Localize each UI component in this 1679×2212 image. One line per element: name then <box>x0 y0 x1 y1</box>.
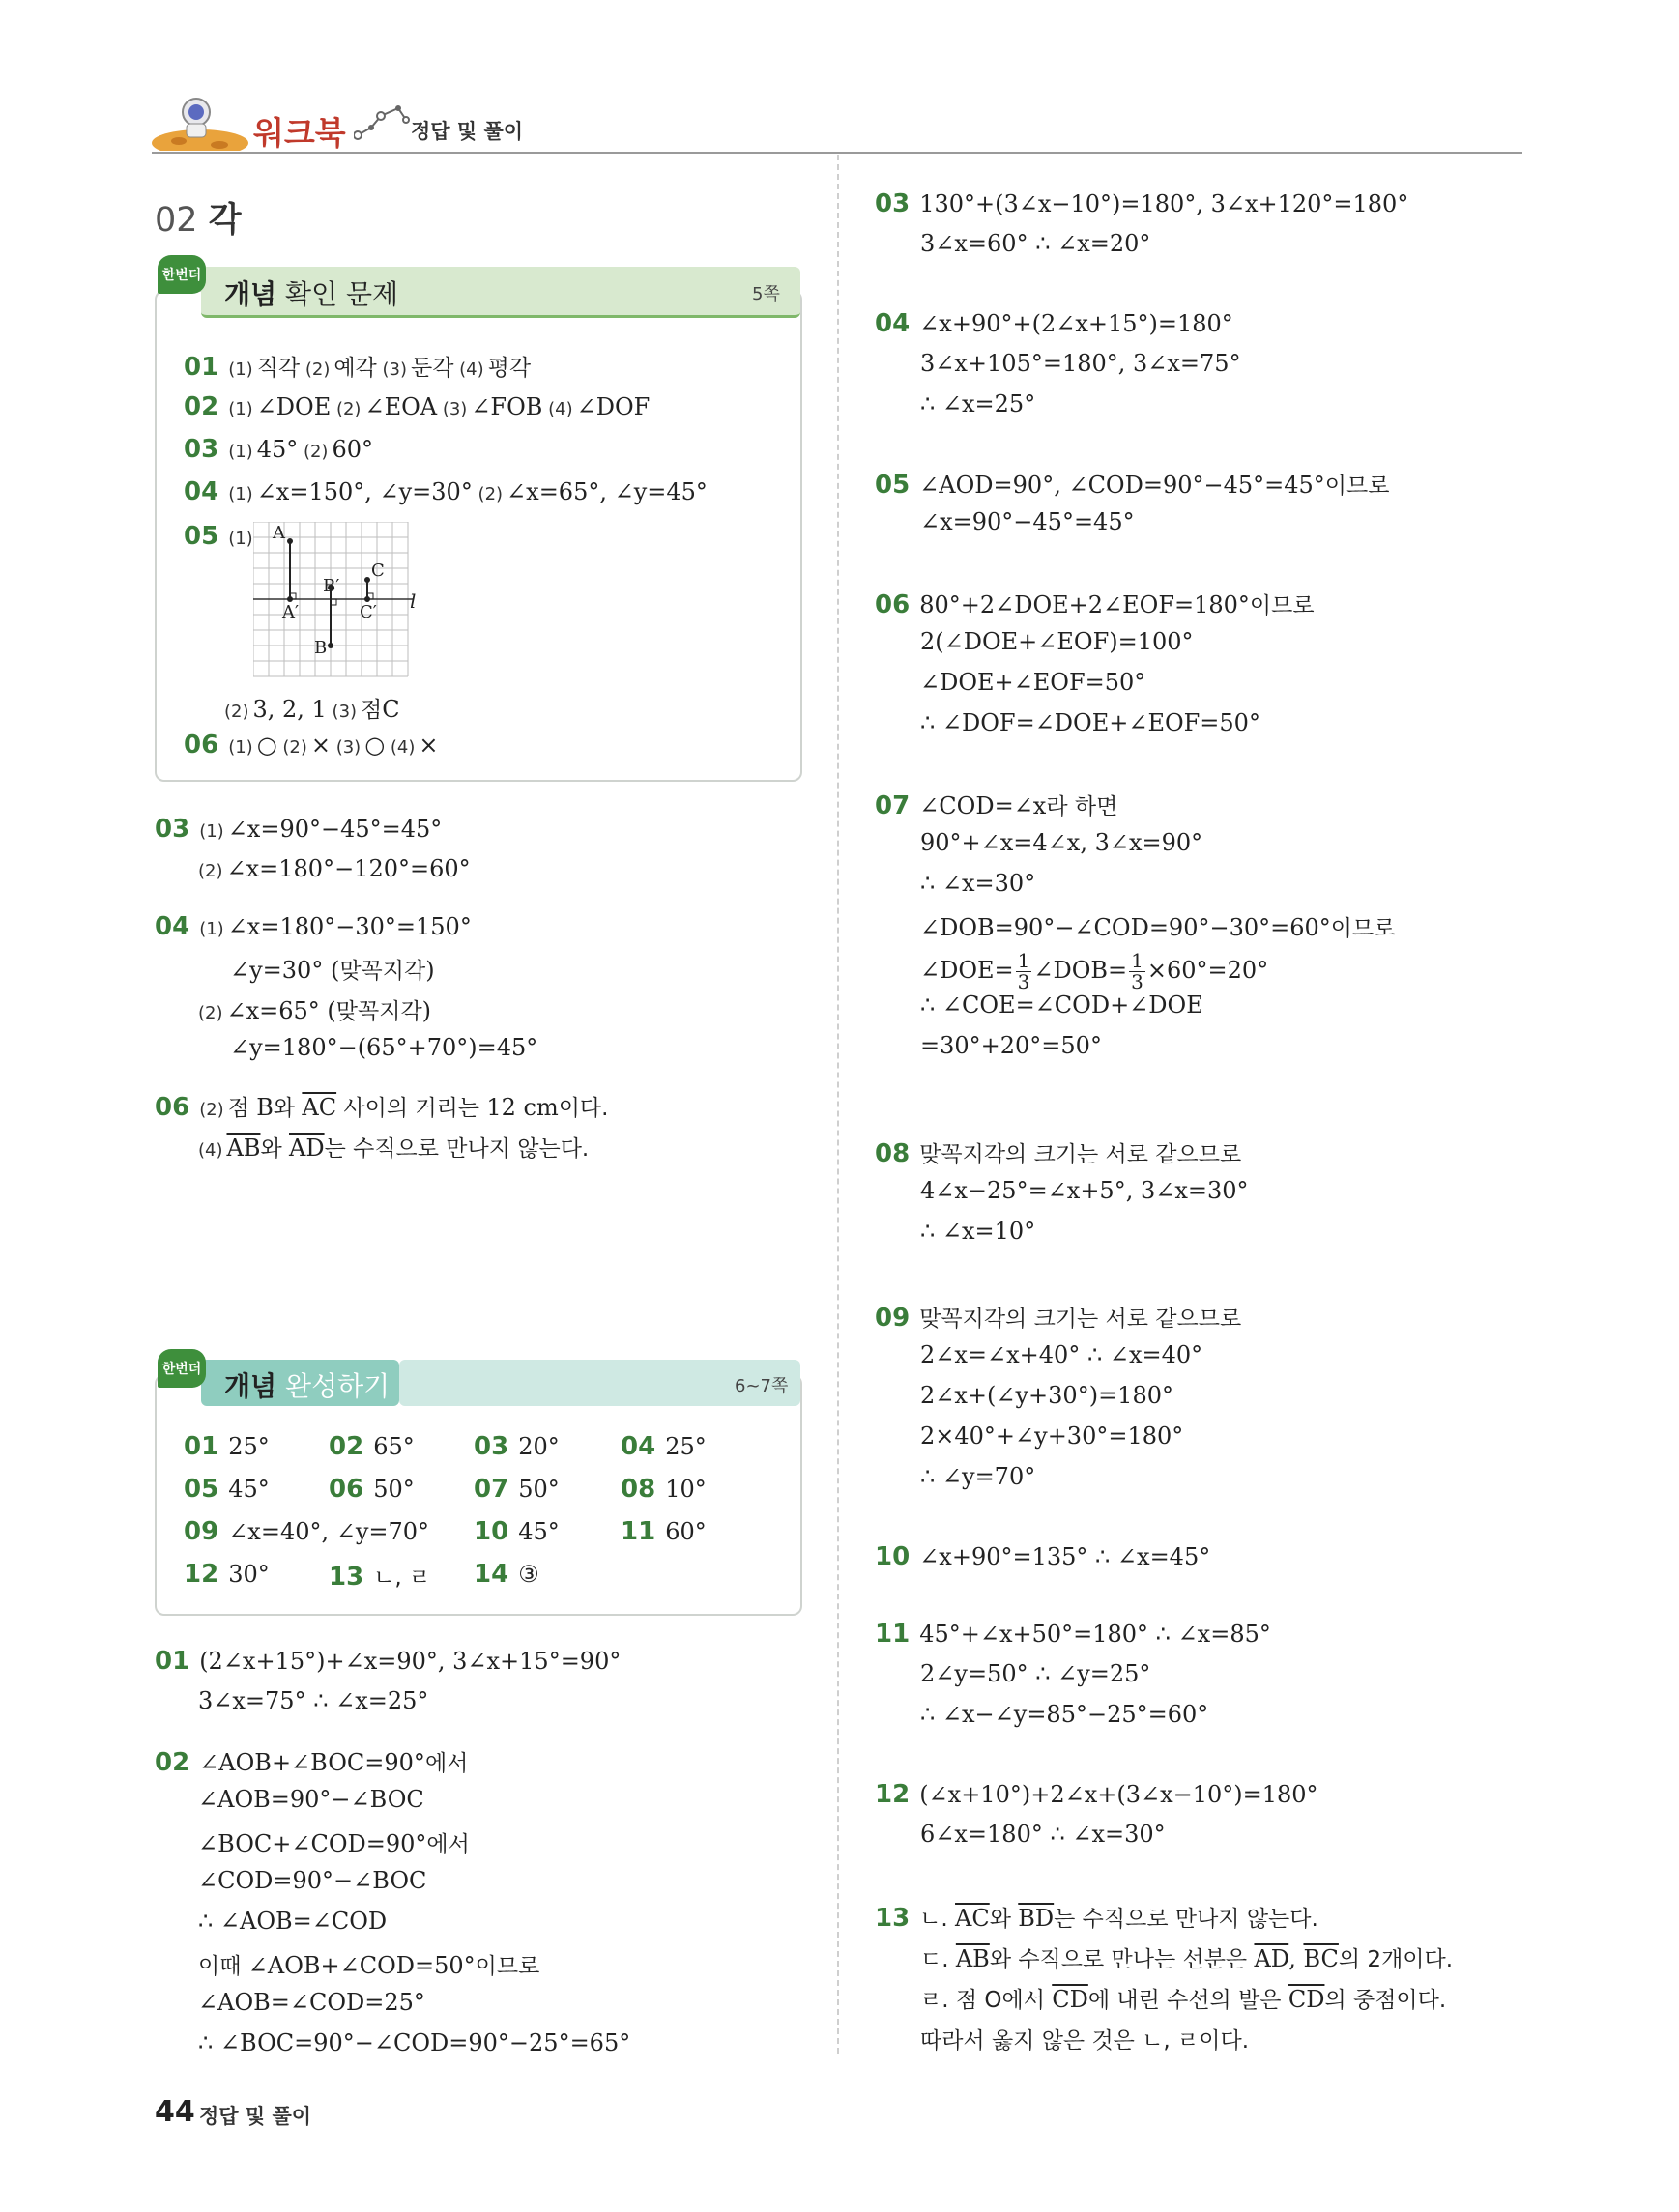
complete-item-11 <box>621 1517 707 1546</box>
answer-line-03 <box>184 435 373 464</box>
solution-02-line-0-part: 에서 <box>424 1751 469 1776</box>
solution-04-line-2-part: (2) <box>198 1003 223 1023</box>
solution-06-line-0-part: 이므로 <box>1249 593 1315 618</box>
solution-11-line-0 <box>875 1620 1271 1649</box>
solution-04-line-2 <box>198 993 431 1025</box>
answer-line-01-part: 평각 <box>487 356 532 381</box>
solution-13-line-1-part: ㄷ. <box>920 1947 956 1972</box>
solution-07-line-6-part: =30°+20°=50° <box>920 1032 1102 1059</box>
answer-line-01-part: (4) <box>453 359 484 380</box>
item-number: 10 <box>875 1542 911 1571</box>
solution-07-line-6 <box>920 1032 1102 1059</box>
answer-line-06-part: ○ <box>256 732 277 759</box>
solution-02-line-7-part: ∴ ∠BOC=90°−∠COD=90°−25°=65° <box>198 2029 631 2056</box>
solution-04-line-2-part: ∠x=65° ( <box>226 997 336 1024</box>
solution-07-line-4-part: ∠DOE= <box>920 957 1014 984</box>
complete-item-05-part: 45° <box>228 1476 270 1503</box>
solution-10-line-0 <box>875 1542 1210 1571</box>
answer-line-02-part: ∠FOB <box>471 393 543 420</box>
item-number: 04 <box>621 1432 656 1461</box>
solution-02-line-5-part: ∠AOB+∠COD=50° <box>247 1952 476 1979</box>
solution-08-line-2 <box>920 1218 1035 1245</box>
item-number: 04 <box>875 309 911 338</box>
solution-04-line-0 <box>155 912 472 941</box>
answer-line-01-part: (2) <box>300 359 331 380</box>
complete-item-07-part: 50° <box>518 1476 560 1503</box>
solution-13-line-2 <box>920 1982 1446 2014</box>
solution-13-line-1-part: $\overline{AD}$ <box>1254 1945 1289 1972</box>
answer-line-06-part: (2) <box>276 737 307 758</box>
complete-item-12 <box>184 1560 270 1589</box>
solution-06-line-0-part: 80°+2∠DOE+2∠EOF=180° <box>919 591 1250 618</box>
solution-07-line-4 <box>920 951 1268 992</box>
answer-line-05-b-part: 점 <box>361 698 383 723</box>
solution-02-line-2-part: ∠BOC+∠COD=90° <box>198 1830 427 1857</box>
answer-line-04-part: (2) <box>472 484 504 504</box>
concept-check-page: 5쪽 <box>752 284 780 304</box>
solution-08-line-1-part: 4∠x−25°=∠x+5°, 3∠x=30° <box>920 1177 1249 1204</box>
solution-02-line-5-part: 이므로 <box>475 1954 540 1979</box>
solution-04-line-0-part: (1) <box>199 919 224 939</box>
complete-item-03 <box>474 1432 560 1461</box>
solution-03-line-1 <box>920 230 1150 257</box>
item-number: 04 <box>155 912 190 941</box>
solution-07-line-2-part: ∴ ∠x=30° <box>920 870 1036 897</box>
solution-06-line-2-part: ∠DOE+∠EOF=50° <box>920 669 1146 696</box>
solution-03-line-0 <box>155 815 442 844</box>
answer-line-06-part: (3) <box>330 737 362 758</box>
solution-07-line-0-part: ∠COD=∠x <box>919 792 1047 819</box>
answer-line-02-part: (2) <box>331 399 362 419</box>
constellation-icon <box>354 101 410 143</box>
solution-07-line-5 <box>920 991 1203 1019</box>
item-number: 11 <box>875 1620 911 1649</box>
solution-07-line-3-part: 이므로 <box>1330 916 1396 941</box>
solution-04-line-0-part: ∠x+90°+(2∠x+15°)=180° <box>919 310 1233 337</box>
answer-line-03-part: (1) <box>228 442 253 462</box>
solution-01-line-1 <box>198 1687 428 1714</box>
solution-04-line-1-part: ∠y=30° ( <box>230 957 340 984</box>
solution-09-line-3-part: 2×40°+∠y+30°=180° <box>920 1422 1184 1450</box>
complete-item-10-part: 45° <box>518 1518 560 1545</box>
item-number: 01 <box>155 1647 190 1676</box>
solution-06-line-1 <box>198 1131 589 1163</box>
answer-line-05-b-part: C <box>382 696 400 723</box>
answer-line-06-part: × <box>419 732 439 759</box>
section-number: 02 <box>155 201 198 240</box>
solution-09-line-0-part: 맞꼭지각의 크기는 서로 같으므로 <box>919 1307 1242 1332</box>
grid-label-b: B <box>314 638 328 658</box>
answer-line-02-part: ∠DOE <box>256 393 332 420</box>
section-name: 각 <box>208 201 242 240</box>
solution-12-line-0-part: (∠x+10°)+2∠x+(3∠x−10°)=180° <box>919 1781 1318 1808</box>
page-number: 44 <box>155 2095 195 2129</box>
solution-03-line-1-part: (2) <box>198 861 223 881</box>
solution-11-line-2 <box>920 1701 1208 1728</box>
header-illustration <box>152 95 248 151</box>
solution-13-line-0-part: $\overline{AC}$ <box>955 1905 990 1932</box>
answer-line-01-part: 직각 <box>256 356 301 381</box>
solution-13-line-1-part: $\overline{BC}$ <box>1303 1945 1339 1972</box>
solution-03-line-0 <box>875 189 1408 218</box>
complete-item-01 <box>184 1432 270 1461</box>
item-number: 05 <box>184 522 219 551</box>
item-number: 08 <box>875 1139 911 1168</box>
complete-item-13-part: ㄴ, ㄹ <box>373 1566 431 1591</box>
solution-01-line-0-part: (2∠x+15°)+∠x=90°, 3∠x+15°=90° <box>199 1648 622 1675</box>
answer-line-01-part: (1) <box>228 359 253 380</box>
solution-12-line-1-part: 6∠x=180° ∴ ∠x=30° <box>920 1821 1166 1848</box>
answer-line-02-part: (1) <box>228 399 253 419</box>
solution-02-line-3-part: ∠COD=90°−∠BOC <box>198 1867 427 1894</box>
solution-06-line-0-part: 와 <box>273 1096 303 1121</box>
solution-02-line-5-part: 이때 <box>198 1954 248 1979</box>
item-number: 06 <box>329 1475 364 1504</box>
concept-check-title <box>224 273 398 312</box>
footer-label: 정답 및 풀이 <box>199 2105 312 2128</box>
solution-06-line-0-part: 12 cm <box>486 1094 559 1121</box>
solution-06-line-1-part: $\overline{AB}$ <box>226 1135 261 1162</box>
solution-11-line-0-part: 45°+∠x+50°=180° ∴ ∠x=85° <box>919 1621 1271 1648</box>
item-number: 13 <box>329 1563 364 1592</box>
solution-02-line-7 <box>198 2029 630 2056</box>
header-rule <box>152 152 1522 154</box>
answer-line-02-part: ∠EOA <box>364 393 438 420</box>
solution-09-line-2 <box>920 1382 1173 1409</box>
solution-07-line-4-part: $\frac{1}{3}$ <box>1017 949 1030 993</box>
solution-06-line-0-part: 사이의 거리는 <box>336 1096 487 1121</box>
solution-07-line-4-part: ×60°=20° <box>1146 957 1269 984</box>
solution-09-line-2-part: 2∠x+(∠y+30°)=180° <box>920 1382 1173 1409</box>
complete-item-05 <box>184 1475 270 1504</box>
solution-06-line-0-part: 이다. <box>558 1096 609 1121</box>
solution-04-line-2-part: ) <box>421 997 432 1024</box>
item-number: 11 <box>621 1517 656 1546</box>
answer-line-02-part: (3) <box>437 399 468 419</box>
item-number: 07 <box>875 791 911 820</box>
solution-13-line-0-part: ㄴ. <box>919 1907 956 1932</box>
item-number: 05 <box>184 1475 219 1504</box>
item-number: 03 <box>155 815 190 844</box>
answer-line-05-part: (1) <box>228 529 253 549</box>
concept-check-title-rest: 확인 문제 <box>285 278 399 310</box>
badge-hanbeonde-2: 한번더 <box>158 1349 206 1388</box>
solution-06-line-1-part: 와 <box>260 1136 289 1162</box>
solution-13-line-1-part: $\overline{AB}$ <box>955 1945 990 1972</box>
item-number: 02 <box>184 392 219 421</box>
solution-06-line-0 <box>155 1090 608 1122</box>
item-number: 06 <box>184 731 219 760</box>
solution-04-line-1-part: ) <box>425 957 435 984</box>
solution-02-line-3 <box>198 1867 426 1894</box>
solution-03-line-1 <box>198 855 471 882</box>
solution-07-line-1-part: 90°+∠x=4∠x, 3∠x=90° <box>920 829 1203 856</box>
solution-06-line-0 <box>875 588 1315 619</box>
answer-line-04-part: ∠x=65°, ∠y=45° <box>507 478 708 505</box>
item-number: 03 <box>184 435 219 464</box>
complete-item-02 <box>329 1432 415 1461</box>
complete-item-03-part: 20° <box>518 1433 560 1460</box>
solution-11-line-1 <box>920 1660 1150 1687</box>
answer-line-05-b-part: (2) <box>224 702 249 722</box>
solution-13-line-1-part: , <box>1288 1945 1304 1972</box>
solution-13-line-2-part: $\overline{CD}$ <box>1052 1986 1088 2013</box>
solution-09-line-4-part: ∴ ∠y=70° <box>920 1463 1036 1490</box>
solution-02-line-2 <box>198 1826 470 1858</box>
answer-line-04-part: (1) <box>228 484 253 504</box>
grid-figure <box>253 522 418 681</box>
item-number: 12 <box>184 1560 219 1589</box>
grid-label-b-prime: B′ <box>323 576 340 596</box>
solution-04-line-1-part: 맞꼭지각 <box>339 959 426 984</box>
solution-11-line-1-part: 2∠y=50° ∴ ∠y=25° <box>920 1660 1151 1687</box>
item-number: 12 <box>875 1780 911 1809</box>
solution-13-line-2-part: $\overline{CD}$ <box>1288 1986 1325 2013</box>
solution-03-line-0-part: 130°+(3∠x−10°)=180°, 3∠x+120°=180° <box>919 190 1409 217</box>
solution-06-line-1-part: $\overline{AD}$ <box>289 1135 325 1162</box>
item-number: 08 <box>621 1475 656 1504</box>
solution-06-line-1 <box>920 628 1194 655</box>
solution-06-line-0-part: (2) <box>199 1100 224 1120</box>
solution-13-line-3 <box>920 2023 1249 2054</box>
solution-13-line-0-part: 는 수직으로 만나지 않는다. <box>1054 1907 1318 1932</box>
answer-line-05-b-part: 3, 2, 1 <box>252 696 327 723</box>
solution-13-line-1 <box>920 1941 1453 1973</box>
item-number: 02 <box>329 1432 364 1461</box>
grid-label-c: C <box>371 560 385 581</box>
solution-06-line-1-part: (4) <box>198 1140 223 1161</box>
solution-02-line-5 <box>198 1948 539 1980</box>
solution-04-line-1-part: 3∠x+105°=180°, 3∠x=75° <box>920 350 1241 377</box>
complete-item-01-part: 25° <box>228 1433 270 1460</box>
solution-06-line-0-part: 점 <box>227 1096 257 1121</box>
item-number: 14 <box>474 1560 509 1589</box>
solution-13-line-2-part: 에 내린 수선의 발은 <box>1087 1988 1288 2013</box>
answer-line-02 <box>184 392 650 421</box>
answer-line-06-part: (4) <box>385 737 416 758</box>
solution-07-line-1 <box>920 829 1202 856</box>
solution-04-line-2 <box>920 390 1035 417</box>
complete-item-12-part: 30° <box>228 1561 270 1588</box>
solution-03-line-1-part: 3∠x=60° ∴ ∠x=20° <box>920 230 1151 257</box>
solution-04-line-1 <box>920 350 1241 377</box>
item-number: 01 <box>184 1432 219 1461</box>
grid-label-a-prime: A′ <box>282 602 300 622</box>
solution-13-line-2-part: 의 중점이다. <box>1324 1988 1447 2013</box>
solution-04-line-3-part: ∠y=180°−(65°+70°)=45° <box>230 1034 538 1061</box>
complete-item-14-part: ③ <box>518 1561 539 1588</box>
solution-06-line-0-part: $\overline{AC}$ <box>302 1094 337 1121</box>
answer-line-05-b <box>224 692 400 724</box>
item-number: 13 <box>875 1904 911 1933</box>
solution-06-line-2 <box>920 669 1145 696</box>
concept-complete-page: 6~7쪽 <box>735 1376 789 1396</box>
item-number: 03 <box>875 189 911 218</box>
complete-item-07 <box>474 1475 560 1504</box>
header-subtitle: 정답 및 풀이 <box>411 120 524 143</box>
item-number: 06 <box>155 1093 190 1122</box>
solution-05-line-1 <box>920 508 1135 535</box>
complete-item-04-part: 25° <box>665 1433 707 1460</box>
solution-13-line-1-part: 의 2개이다. <box>1338 1947 1454 1972</box>
solution-07-line-0-part: 라 하면 <box>1046 794 1118 819</box>
solution-02-line-1 <box>198 1786 424 1813</box>
solution-08-line-2-part: ∴ ∠x=10° <box>920 1218 1036 1245</box>
solution-01-line-0 <box>155 1647 621 1676</box>
header-title: 워크북 <box>253 114 346 152</box>
concept-complete-title <box>224 1365 390 1404</box>
grid-label-l: l <box>410 589 417 613</box>
item-number: 10 <box>474 1517 509 1546</box>
solution-02-line-0 <box>155 1745 468 1777</box>
solution-07-line-3-part: ∠DOB=90°−∠COD=90°−30°=60° <box>920 914 1331 941</box>
answer-line-02-part: ∠DOF <box>576 393 651 420</box>
complete-item-14 <box>474 1560 539 1589</box>
answer-line-06-part: ○ <box>364 732 386 759</box>
solution-07-line-4-part: $\frac{1}{3}$ <box>1131 949 1143 993</box>
item-number: 09 <box>184 1517 219 1546</box>
solution-06-line-1-part: 2(∠DOE+∠EOF)=100° <box>920 628 1194 655</box>
answer-line-01-part: 예각 <box>333 356 377 381</box>
solution-02-line-4-part: ∴ ∠AOB=∠COD <box>198 1908 388 1935</box>
solution-13-line-1-part: 와 수직으로 만나는 선분은 <box>989 1947 1255 1972</box>
solution-07-line-2 <box>920 870 1035 897</box>
complete-item-08-part: 10° <box>665 1476 707 1503</box>
solution-06-line-1-part: 는 수직으로 만나지 않는다. <box>324 1136 590 1162</box>
solution-13-line-0 <box>875 1901 1318 1933</box>
answer-line-05-b-part: (3) <box>326 702 358 722</box>
complete-item-09-part: ∠x=40°, ∠y=70° <box>228 1518 430 1545</box>
solution-05-line-1-part: ∠x=90°−45°=45° <box>920 508 1135 535</box>
solution-10-line-0-part: ∠x+90°=135° ∴ ∠x=45° <box>919 1543 1211 1570</box>
answer-line-05 <box>184 522 257 551</box>
solution-06-line-3 <box>920 709 1260 736</box>
answer-line-01 <box>184 350 531 382</box>
solution-13-line-0-part: 와 <box>989 1907 1019 1932</box>
item-number: 02 <box>155 1748 190 1777</box>
solution-03-line-0-part: (1) <box>199 821 224 842</box>
complete-item-11-part: 60° <box>665 1518 707 1545</box>
item-number: 05 <box>875 471 911 500</box>
answer-line-06-part: × <box>310 732 331 759</box>
solution-09-line-4 <box>920 1463 1035 1490</box>
solution-07-line-0 <box>875 789 1117 820</box>
solution-08-line-0 <box>875 1136 1241 1168</box>
complete-item-13 <box>329 1560 430 1592</box>
complete-item-04 <box>621 1432 707 1461</box>
solution-11-line-2-part: ∴ ∠x−∠y=85°−25°=60° <box>920 1701 1209 1728</box>
answer-line-01-part: 둔각 <box>411 356 454 381</box>
solution-05-line-0 <box>875 468 1389 500</box>
solution-03-line-0-part: ∠x=90°−45°=45° <box>227 816 443 843</box>
answer-line-03-part: 60° <box>332 436 373 463</box>
solution-02-line-6-part: ∠AOB=∠COD=25° <box>198 1989 425 2016</box>
answer-line-03-part: 45° <box>256 436 299 463</box>
column-divider <box>837 155 839 2054</box>
complete-item-09 <box>184 1517 429 1546</box>
solution-02-line-1-part: ∠AOB=90°−∠BOC <box>198 1786 424 1813</box>
item-number: 09 <box>875 1304 911 1333</box>
badge-hanbeonde: 한번더 <box>158 255 206 294</box>
solution-07-line-4-part: ∠DOB= <box>1033 957 1128 984</box>
solution-05-line-0-part: 이므로 <box>1324 474 1390 499</box>
item-number: 07 <box>474 1475 509 1504</box>
answer-line-01-part: (3) <box>376 359 407 380</box>
complete-item-08 <box>621 1475 707 1504</box>
solution-04-line-0 <box>875 309 1233 338</box>
answer-line-03-part: (2) <box>298 442 329 462</box>
solution-03-line-1-part: ∠x=180°−120°=60° <box>226 855 471 882</box>
solution-08-line-1 <box>920 1177 1249 1204</box>
section-title <box>155 193 242 242</box>
complete-item-10 <box>474 1517 560 1546</box>
solution-04-line-1 <box>230 953 435 985</box>
grid-label-c-prime: C′ <box>360 602 377 622</box>
solution-07-line-5-part: ∴ ∠COE=∠COD+∠DOE <box>920 991 1203 1019</box>
solution-02-line-0-part: ∠AOB+∠BOC=90° <box>199 1749 425 1776</box>
solution-09-line-0 <box>875 1301 1241 1333</box>
concept-check-title-bold: 개념 <box>224 278 277 310</box>
complete-item-06-part: 50° <box>373 1476 415 1503</box>
solution-04-line-3 <box>230 1034 537 1061</box>
answer-line-06 <box>184 731 438 760</box>
complete-item-02-part: 65° <box>373 1433 415 1460</box>
solution-05-line-0-part: ∠AOD=90°, ∠COD=90°−45°=45° <box>919 472 1325 499</box>
item-number: 06 <box>875 590 911 619</box>
solution-02-line-4 <box>198 1908 387 1935</box>
concept-complete-title-bold: 개념 <box>224 1370 277 1402</box>
solution-08-line-0-part: 맞꼭지각의 크기는 서로 같으므로 <box>919 1142 1242 1167</box>
concept-complete-title-rest: 완성하기 <box>285 1370 391 1402</box>
solution-02-line-6 <box>198 1989 425 2016</box>
solution-06-line-0-part: B <box>256 1094 274 1121</box>
answer-line-02-part: (4) <box>542 399 573 419</box>
solution-09-line-1 <box>920 1341 1202 1368</box>
solution-12-line-1 <box>920 1821 1166 1848</box>
answer-line-04 <box>184 477 708 506</box>
solution-13-line-0-part: $\overline{BD}$ <box>1018 1905 1055 1932</box>
solution-09-line-1-part: 2∠x=∠x+40° ∴ ∠x=40° <box>920 1341 1203 1368</box>
answer-line-06-part: (1) <box>228 737 253 758</box>
solution-13-line-2-part: ㄹ. 점 O에서 <box>920 1988 1053 2013</box>
solution-13-line-3-part: 따라서 옳지 않은 것은 ㄴ, ㄹ이다. <box>920 2028 1250 2054</box>
solution-07-line-3 <box>920 910 1395 942</box>
solution-04-line-0-part: ∠x=180°−30°=150° <box>227 913 472 940</box>
grid-label-a: A <box>273 523 285 543</box>
solution-12-line-0 <box>875 1780 1318 1809</box>
solution-01-line-1-part: 3∠x=75° ∴ ∠x=25° <box>198 1687 429 1714</box>
solution-09-line-3 <box>920 1422 1183 1450</box>
item-number: 04 <box>184 477 219 506</box>
item-number: 03 <box>474 1432 509 1461</box>
solution-06-line-3-part: ∴ ∠DOF=∠DOE+∠EOF=50° <box>920 709 1260 736</box>
complete-item-06 <box>329 1475 415 1504</box>
item-number: 01 <box>184 353 219 382</box>
solution-04-line-2-part: ∴ ∠x=25° <box>920 390 1036 417</box>
solution-04-line-2-part: 맞꼭지각 <box>335 999 422 1024</box>
solution-02-line-2-part: 에서 <box>426 1832 470 1857</box>
answer-line-04-part: ∠x=150°, ∠y=30° <box>256 478 473 505</box>
